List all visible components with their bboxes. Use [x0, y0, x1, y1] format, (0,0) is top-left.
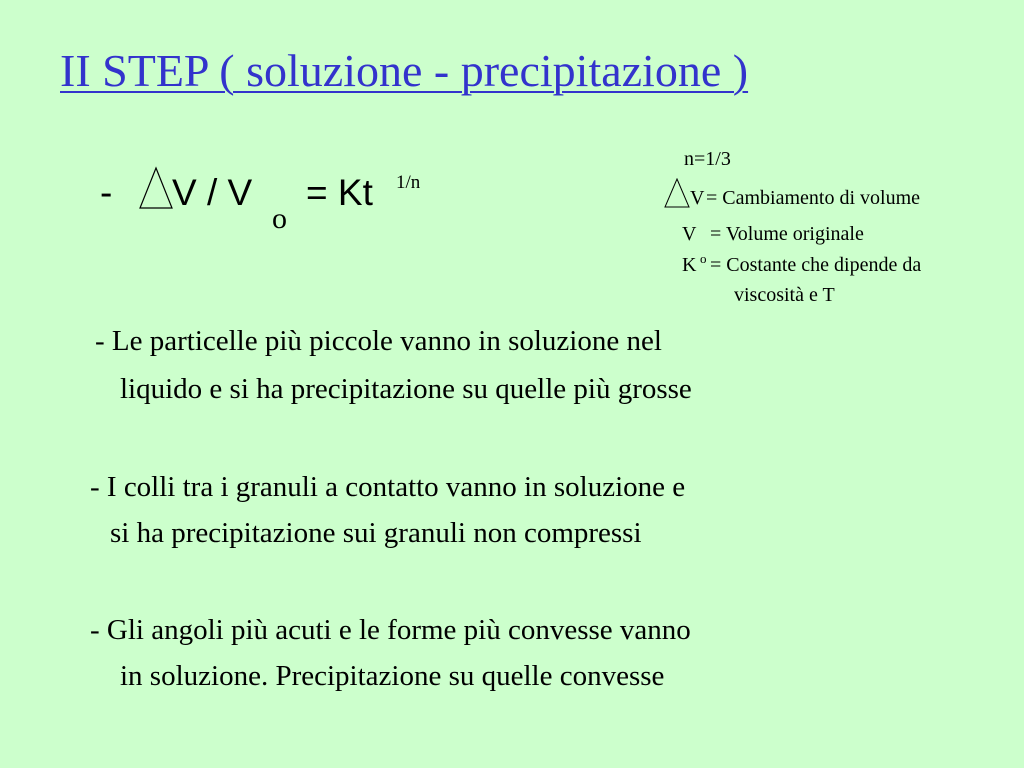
- legend-k-superscript: o: [700, 251, 707, 266]
- formula-v-over-v: V / V: [172, 172, 253, 213]
- paragraph-1-line-2: liquido e si ha precipitazione su quelle più grosse: [120, 373, 692, 405]
- formula-subscript-o: o: [272, 202, 287, 235]
- paragraph-2-line-1: - I colli tra i granuli a contatto vanno in soluzione e: [90, 471, 686, 503]
- paragraph-3-line-1: - Gli angoli più acuti e le forme più convesse vanno: [90, 614, 691, 646]
- paragraph-1-line-1: - Le particelle più piccole vanno in soluzione nel: [95, 325, 662, 357]
- formula-minus: -: [100, 172, 113, 213]
- legend-delta-icon: [664, 178, 690, 208]
- slide-title: II STEP ( soluzione - precipitazione ): [60, 45, 749, 96]
- legend-v-symbol: V: [682, 223, 697, 245]
- legend-delta-v-symbol: V: [690, 187, 705, 209]
- formula-equals-kt: = Kt: [306, 172, 373, 213]
- legend-k-desc-line2: viscosità e T: [734, 284, 835, 306]
- legend-k-symbol: K: [682, 254, 697, 276]
- legend-k-desc: = Costante che dipende da: [710, 254, 922, 276]
- legend-v-desc: = Volume originale: [710, 223, 864, 245]
- legend-delta-v-desc: = Cambiamento di volume: [706, 187, 921, 209]
- formula-exponent: 1/n: [396, 172, 421, 193]
- delta-triangle-icon: [138, 166, 174, 210]
- paragraph-3-line-2: in soluzione. Precipitazione su quelle convesse: [120, 660, 665, 692]
- paragraph-2-line-2: si ha precipitazione sui granuli non compressi: [110, 517, 642, 549]
- legend-n-value: n=1/3: [684, 148, 731, 170]
